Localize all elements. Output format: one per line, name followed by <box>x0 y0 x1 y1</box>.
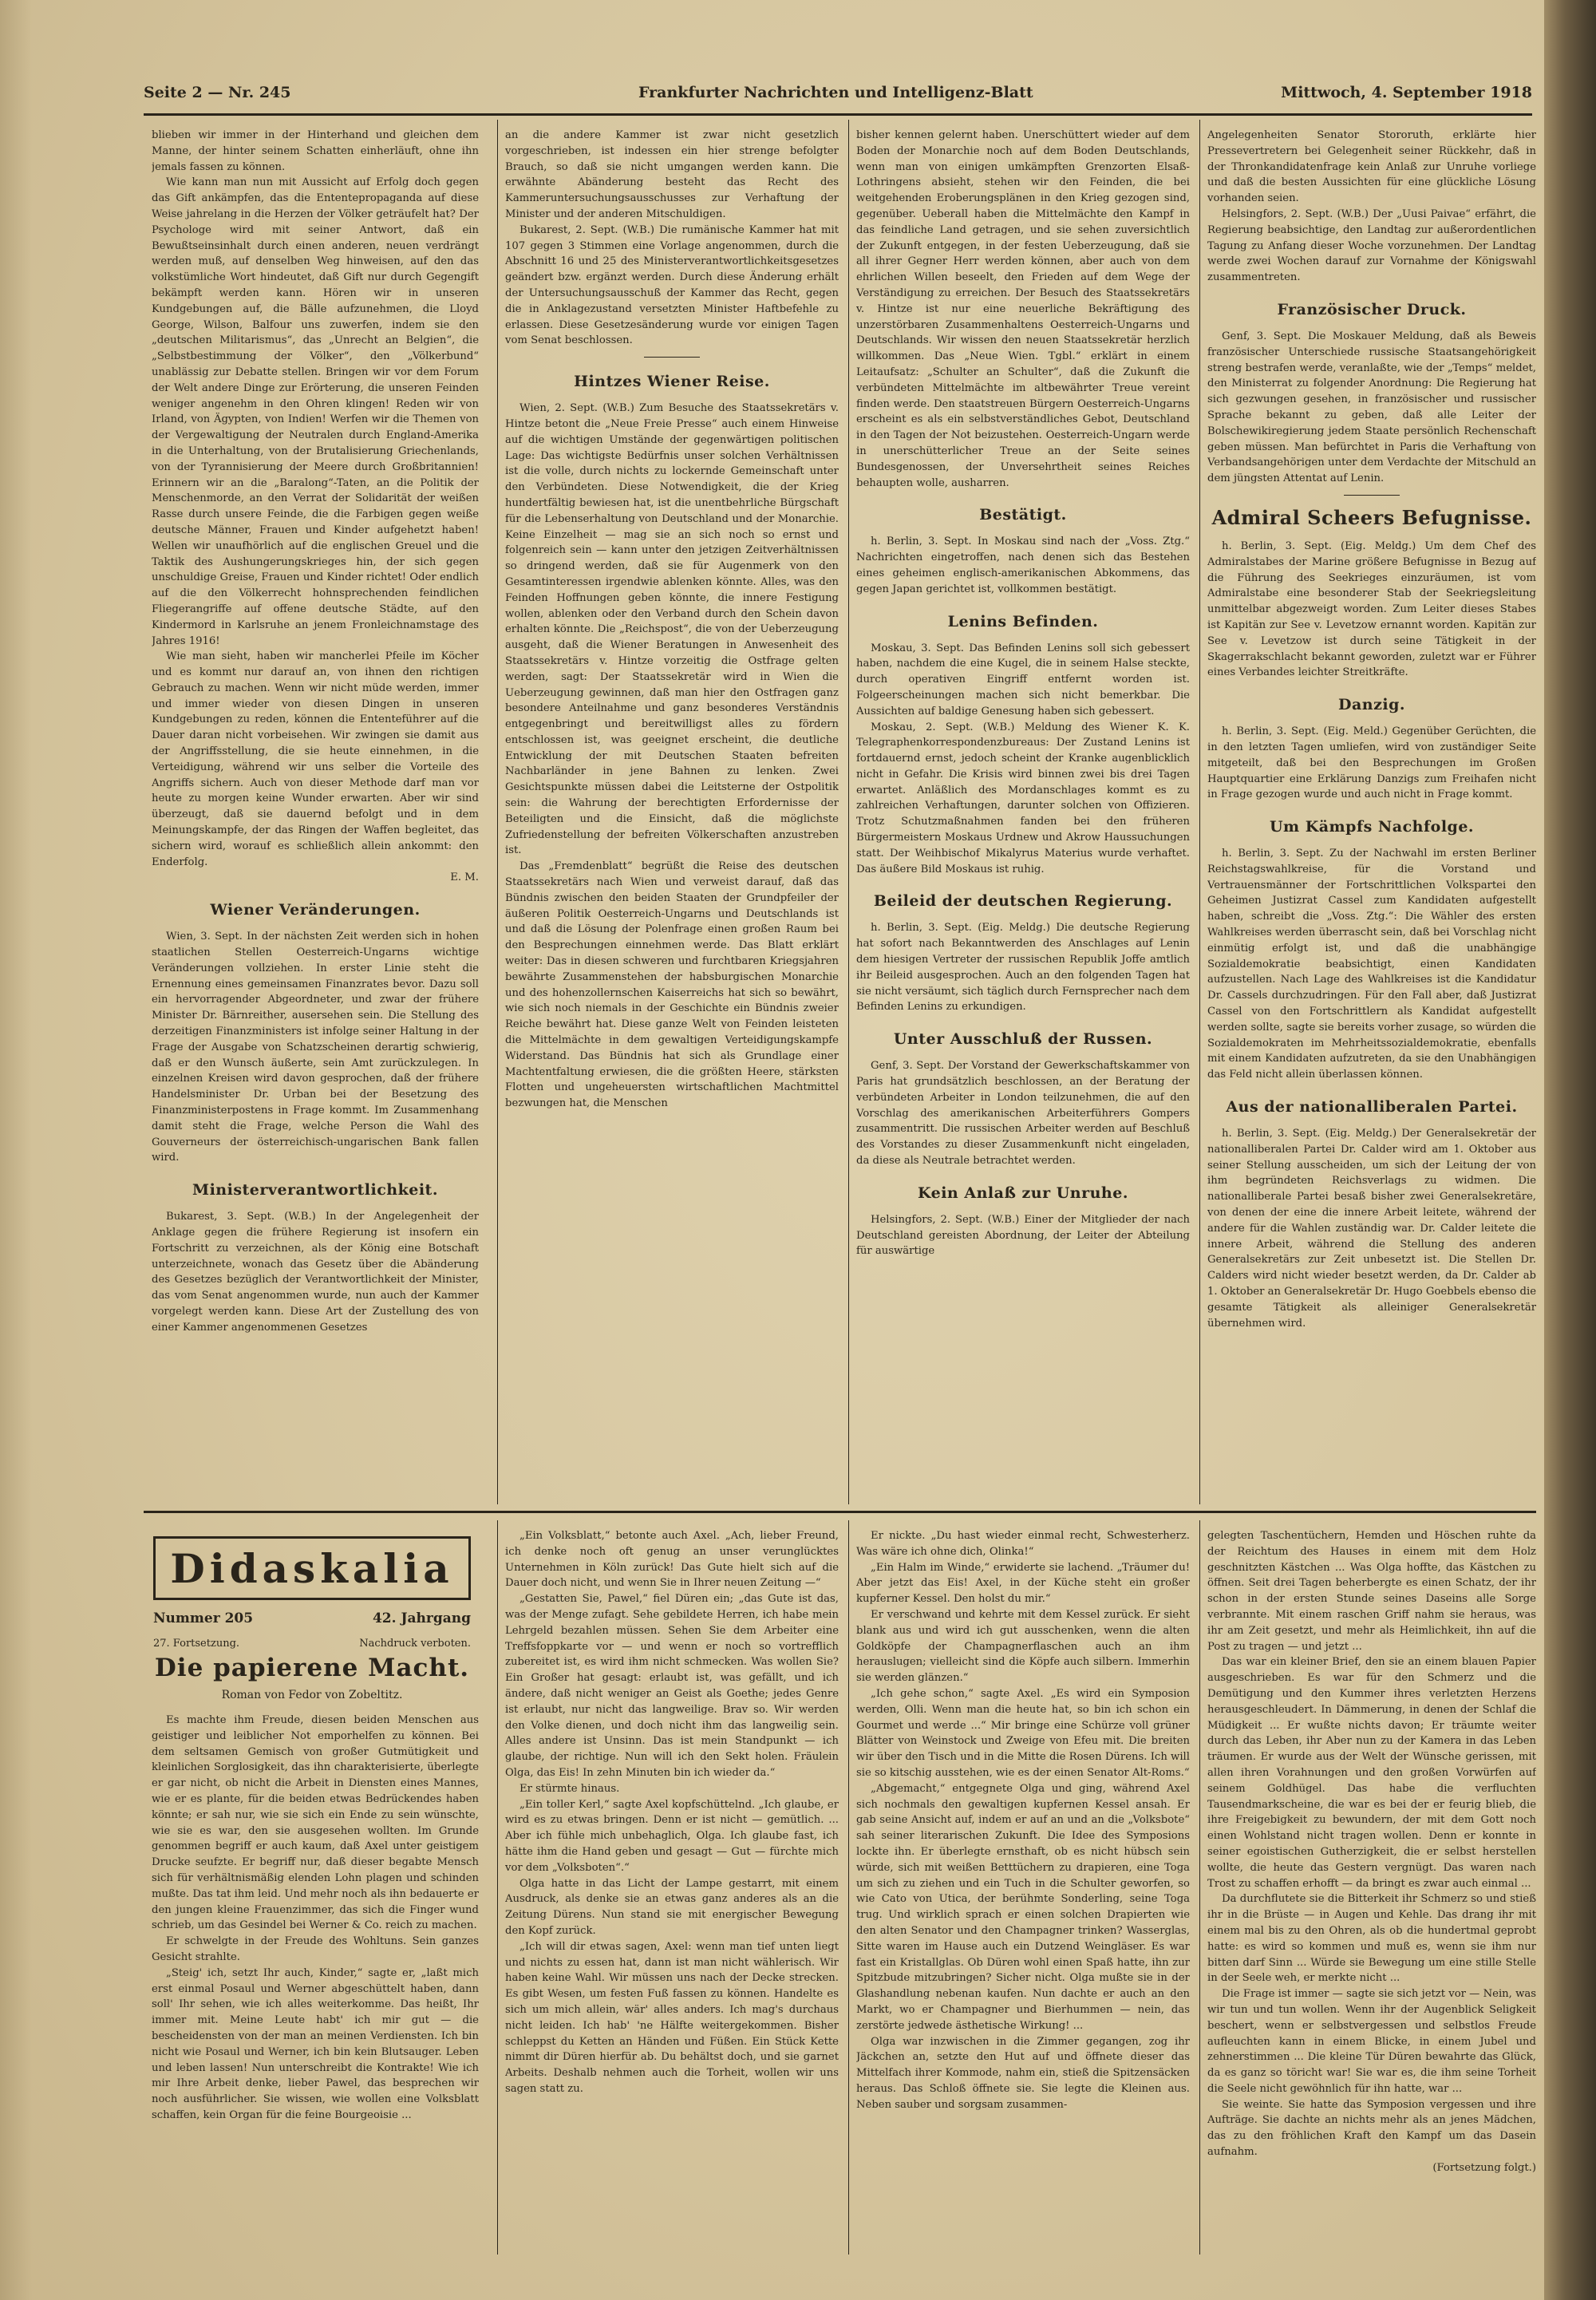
newspaper-title: Frankfurter Nachrichten und Intelligenz-Blatt <box>638 84 1033 101</box>
body-paragraph: bisher kennen gelernt haben. Unerschüttert wieder auf dem Boden der Monarchie noch auf dem Boden Deutschlands, wenn man von einigen umkämpften Grenzorten Elsaß-Lothringens absieht, stehen wir den Feinden, die bei weitgehenden Eroberungsplänen in den Krieg gezogen sind, gegenüber. Ueberall haben die Mittelmächte den Kampf in das feindliche Land getragen, und sie sehen zuversichtlich der Zukunft entgegen, in der festen Ueberzeugung, daß sie all ihrer Gegner Herr werden können, aber auch von dem ehrlichen Willen beseelt, den Frieden auf dem Wege der Verständigung zu erreichen. Der Besuch des Staatssekretärs v. Hintze ist nur eine neuerliche Bekräftigung des unzerstörbaren Zusammenhaltens Oesterreich-Ungarns und Deutschlands. Wir wissen den neuen Staatssekretär herzlich willkommen. Das „Neue Wien. Tgbl.“ erklärt in einem Leitaufsatz: „Schulter an Schulter“, daß die Zukunft die verbündeten Mittelmächte im altbewährter Treue vereint finden werde. Den staatstreuen Bürgern Oesterreich-Ungarns erscheint es als ein selbstverständliches Gebot, Deutschland in den Tagen der Not beizustehen. Oesterreich-Ungarn werde in unerschütterlicher Treue an der Seite seines Bundesgenossen, der Unversehrtheit seines Reiches behaupten wolle, ausharren. <box>856 129 1190 489</box>
headline-franz: Französischer Druck. <box>1277 300 1467 318</box>
continuation-note: 27. Fortsetzung. <box>153 1638 240 1650</box>
novel-paragraph: „Ein toller Kerl,“ sagte Axel kopfschüttelnd. „Ich glaube, er wird es zu etwas bringen. Denn er ist nicht — gemütlich. ... Aber ich fühle mich unbehaglich, Olga. Ich glaube fast, ich hätte ihm die Hand geben und gesagt — Gut — fürchte mich vor dem „Volksboten“.“ <box>505 1798 839 1874</box>
article-column-2 <box>505 128 839 1504</box>
body-paragraph: Wien, 3. Sept. In der nächsten Zeit werden sich in hohen staatlichen Stellen Oesterreich-Ungarns wichtige Veränderungen vollziehen. In erster Linie steht die Ernennung eines gemeinsamen Finanzrates bevor. Dazu soll ein hervorragender Abgeordneter, und zwar der frühere Minister Dr. Bärnreither, ausersehen sein. Die Stellung des derzeitigen Finanzministers ist infolge seiner Haltung in der Frage der Ausgabe von Schatzscheinen derartig schwierig, daß er den Wunsch äußerte, sein Amt zurückzulegen. In einzelnen Kreisen wird davon gesprochen, daß der frühere Handelsminister Dr. Urban bei der Besetzung des Finanzministerpostens in Frage kommt. Im Zusammenhang damit steht die Frage, welche Person die Wahl des Gouverneurs der österreichisch-ungarischen Bank fallen wird. <box>152 931 479 1164</box>
novel-paragraph: „Steig' ich, setzt Ihr auch, Kinder,“ sagte er, „laßt mich erst einmal Posaul und Werner abgeschüttelt haben, dann soll' Ihr sehen, wie ich alles weiterkomme. Das heißt, Ihr immer mit. Meine Leute habt' ich mir gut — die bescheidensten von der man an meinen Verdiensten. Ich bin nicht wie Posaul und Werner, ich bin kein Blutsauger. Leben und leben lassen! Nun unterschreibt die Kontrakte! Wie ich mir Ihre Arbeit denke, lieber Pawel, das besprechen wir noch ausführlicher. Sie wissen, wie wollen eine Volksblatt schaffen, kein Organ für die feine Bourgeoisie ... <box>152 1966 479 2121</box>
feuilleton-column-3 <box>856 1528 1190 2255</box>
headline-unruhe: Kein Anlaß zur Unruhe. <box>918 1184 1128 1202</box>
body-paragraph: Genf, 3. Sept. Die Moskauer Meldung, daß als Beweis französischer Unterschiede russische Staatsangehörigkeit streng bestrafen werde, veranlaßte, wie der „Temps“ meldet, den Ministerrat zu folgender Anordnung: Die Regierung hat sich gezwungen gesehen, in französischer und russischer Sprache bekannt zu geben, daß alle Leiter der Bolschewikiregierung jedem Staate persönlich Rechenschaft geben müssen. Man befürchtet in Paris die Verhaftung von Verbandsangehörigen unter dem Verdachte der Mitschuld an dem jüngsten Attentat auf Lenin. <box>1207 330 1536 485</box>
body-paragraph: an die andere Kammer ist zwar nicht gesetzlich vorgeschrieben, ist indessen ein hier strenge befolgter Brauch, so daß sie nicht umgangen werden kann. Die erwähnte Abänderung besteht das Recht des Kammeruntersuchungsausschusses zur Verhaftung der Minister und der anderen Mitschuldigen. <box>505 129 839 220</box>
feuilleton-column-2 <box>505 1528 839 2255</box>
headline-danzig: Danzig. <box>1337 696 1405 714</box>
headline-scheer: Admiral Scheers Befugnisse. <box>1211 505 1532 529</box>
novel-paragraph: Olga war inzwischen in die Zimmer gegangen, zog ihr Jäckchen an, setzte den Hut auf und öffnete dieser das Mittelfach ihrer Kommode, nahm ein, stieß die Spitzensäcken heraus. Das Schloß öffnete sie. Sie legte die Kleinen aus. Neben sauber und sorgsam zusammen- <box>856 2035 1190 2111</box>
feuilleton-column-4 <box>1207 1528 1536 2255</box>
article-separator <box>644 357 700 358</box>
article-column-1 <box>152 128 479 1504</box>
body-paragraph: Wie kann man nun mit Aussicht auf Erfolg doch gegen das Gift ankämpfen, das die Ententepropaganda auf diese Weise jahrelang in die Herzen der Völker geträufelt hat? Der Psychologe wird mit seiner Antwort, daß ein Bewußtseinsinhalt durch einen anderen, neuen verdrängt werden muß, auf denselben Weg hinweisen, auf den das volkstümliche Wort hindeutet, daß Gift nur durch Gegengift bekämpft werden kann. Hören wir in unseren Kundgebungen auf, die Bälle aufzunehmen, die Lloyd George, Wilson, Balfour uns zuwerfen, indem sie den „deutschen Militarismus“, das „Unrecht an Belgien“, die „Selbstbestimmung der Völker“, den „Völkerbund“ unablässig zur Debatte stellen. Bringen wir vor dem Forum der Welt andere Dinge zur Erörterung, die unseren Feinden weniger angenehm in den Ohren klingen! Reden wir von Irland, von Ägypten, von Indien! Werfen wir die Themen von der Vergewaltigung der Neutralen durch England-Amerika in die Unterhaltung, von der Brutalisierung Griechenlands, von der Tyrannisierung der Meere durch Großbritannien! Erinnern wir an die „Baralong“-Taten, an die Politik der Menschenmorde, an den Verrat der Solidarität der weißen Rasse durch unsere Feinde, die die Farbigen gegen weiße deutsche Männer, Frauen und Kinder aufgehetzt haben! Wellen wir unaufhörlich auf die englischen Greuel und die Taktik des Aushungerungskrieges hin, der sich gegen unschuldige Greise, Frauen und Kinder richtet! Oder endlich auf die den Völkerrecht hohnsprechenden feindlichen Fliegerangriffe auf offene deutsche Städte, auf den Kindermord in Karlsruhe an jenem Fronleichnamstage des Jahres 1916! <box>152 176 479 647</box>
feuilleton-year: 42. Jahrgang <box>372 1610 471 1626</box>
novel-paragraph: „Abgemacht,“ entgegnete Olga und ging, während Axel sich nochmals den gewaltigen kupfernen Kessel ansah. Er gab seine Ansicht auf, indem er auf an und an die „Volksbote“ sah seiner literarischen Zukunft. Die Idee des Symposions lockte ihn. Er überlegte ernsthaft, ob es nicht hübsch sein würde, sich mit weißen Betttüchern zu drapieren, eine Toga um sich zu ziehen und ein Tuch in die Schulter geworfen, so wie Cato von Utica, der berühmte Sonderling, seine Toga trug. Und wirklich sprach er einen solchen Drapierten wie den alten Senator und den Champagner trinken? Wasserglas, Sitte waren im Hause auch ein Dutzend Weingläser. Es war fast ein Kristallglas. Ob Düren wohl einen Spaß hatte, ihn zur Spitzbude mitzubringen? Sicher nicht. Olga mußte sie in der Glashandlung nebenan kaufen. Nun dachte er auch an den Markt, wo er Champagner und Bierhummen — nein, das zerstörte jedwede ästhetische Wirkung! ... <box>856 1782 1190 2032</box>
body-paragraph: Helsingfors, 2. Sept. (W.B.) Einer der Mitglieder der nach Deutschland gereisten Abordnung, der Leiter der Abteilung für auswärtige <box>856 1213 1190 1258</box>
novel-paragraph: „Gestatten Sie, Pawel,“ fiel Düren ein; „das Gute ist das, was der Menge zufagt. Sehe gebildete Herren, ich habe mein Lehrgeld bezahlen müssen. Sehen Sie dem Arbeiter eine Treffsfoppkarte vor — und wenn er noch so vortrefflich zubereitet ist, es wird ihm nicht schmecken. Was wollen Sie? Ein Großer hat gesagt: erlaubt ist, was gefällt, und ich ändere, daß nicht weniger an Geist als Goethe; jedes Genre ist erlaubt, nur nicht das langweilige. Brav so. Wir werden den Volke dienen, und doch nicht ihm das langweilig sein. Alles andere ist Unsinn. Das ist mein Standpunkt — ich glaube, der richtige. Nun will ich den Sekt holen. Fräulein Olga, das Eis! In zehn Minuten bin ich wieder da.“ <box>505 1593 839 1779</box>
feuilleton-number: Nummer 205 <box>153 1610 254 1626</box>
novel-paragraph: Er verschwand und kehrte mit dem Kessel zurück. Er sieht blank aus und wird ich gut ausschenken, wenn die alten Goldköpfe der Champagnerflaschen auch an ihm herauslugen; vielleicht sind die Köpfe auch silbern. Immerhin sie werden glänzen.“ <box>856 1608 1190 1685</box>
novel-paragraph: Er stürmte hinaus. <box>519 1782 620 1795</box>
body-paragraph: Bukarest, 3. Sept. (W.B.) In der Angelegenheit der Anklage gegen die frühere Regierung ist insofern ein Fortschritt zu verzeichnen, als der König eine Botschaft unterzeichnete, wonach das Gesetz über die Abänderung des Gesetzes bezüglich der Verantwortlichkeit der Minister, das vom Senat angenommen wurde, nun auch der Kammer vorgelegt werden kann. Diese Art der Zustellung des von einer Kammer angenommenen Gesetzes <box>152 1211 479 1334</box>
body-paragraph: Helsingfors, 2. Sept. (W.B.) Der „Uusi Paivae“ erfährt, die Regierung beabsichtige, den Landtag zur außerordentlichen Tagung zu Anfang dieser Woche vorzunehmen. Der Landtag werde zwei Wochen darauf zur Vornahme der Königswahl zusammentreten. <box>1207 207 1536 284</box>
novel-paragraph: Die Frage ist immer — sagte sie sich jetzt vor — Nein, was wir tun und tun wollen. Wenn ihr der Augenblick Seligkeit beschert, wenn er selbstvergessen und selbstlos Freude aufleuchten kann in einem Blicke, in einem Jubel und zehnerstimmen ... Die kleine Tür Düren bewahrte das Glück, da es ganz so töricht war! Sie war es, die ihm seine Torheit die Seele nicht gewöhnlich für ihn hatte, war ... <box>1207 1988 1536 2095</box>
body-paragraph: h. Berlin, 3. Sept. (Eig. Meldg.) Der Generalsekretär der nationalliberalen Partei Dr. Calder wird am 1. Oktober aus seiner Stellung ausscheiden, um sich der Leitung der von ihm begründeten Reichsverlags zu widmen. Die nationalliberale Partei besaß bisher zwei Generalsekretäre, von denen der eine die innere Arbeit leitete, während der andere für die Wahlen zuständig war. Dr. Calder leitete die innere Arbeit, während die Stellung des anderen Generalsekretärs zur Zeit unbesetzt ist. Die Stellen Dr. Calders wird nicht wieder besetzt werden, da Dr. Calder ab 1. Oktober an Generalsekretär Dr. Hugo Goebbels ebenso die gesamte Tätigkeit als alleiniger Generalsekretär übernehmen wird. <box>1207 1128 1536 1330</box>
page-edge-shadow <box>0 0 32 2300</box>
body-paragraph: h. Berlin, 3. Sept. (Eig. Meldg.) Die deutsche Regierung hat sofort nach Bekanntwerden des Anschlages auf Lenin dem hiesigen Vertreter der russischen Republik Joffe amtlich ihr Beileid ausgesprochen. Auch an den folgenden Tagen hat sie nicht versäumt, sich täglich durch Fernsprecher nach dem Befinden Lenins zu erkundigen. <box>856 922 1190 1014</box>
body-paragraph: Moskau, 2. Sept. (W.B.) Meldung des Wiener K. K. Telegraphenkorrespondenzbureaus: Der Zustand Lenins ist fortdauernd ernst, jedoch scheint der Kranke augenblicklich nicht in Gefahr. Die Krisis wird binnen zwei bis drei Tagen erwartet. Anläßlich des Mordanschlages kommt es zu zahlreichen Verhaftungen, darunter solchen von Offizieren. Trotz Schutzmaßnahmen fanden bei den früheren Bürgermeistern Moskaus Urdnew und Akrow Haussuchungen statt. Der Weihbischof Mikalyrus Materius wurde verhaftet. Das äußere Bild Moskaus ist ruhig. <box>856 721 1190 875</box>
body-paragraph: Das „Fremdenblatt“ begrüßt die Reise des deutschen Staatssekretärs nach Wien und verweist darauf, daß das Bündnis zwischen den beiden Staaten der Grundpfeiler der äußeren Politik Oesterreich-Ungarns und Deutschlands ist und daß die Lösung der Polenfrage einen großen Raum bei den Besprechungen einnehmen werde. Das Blatt erklärt weiter: Das in diesen schweren und furchtbaren Kriegsjahren bewährte Zusammenstehen der habsburgischen Monarchie und des hohenzollernschen Kaiserreichs hat sich so bewährt, wie sich noch niemals in der Geschichte ein Bündnis zweier Reiche bewährt hat. Diese ganze Welt von Feinden leisteten die Mittelmächte in dem gewaltigen Verteidigungskampfe Widerstand. Das Bündnis hat sich als Grundlage einer Machtentfaltung erwiesen, die die größten Heere, stärksten Flotten und ungeheuersten wirtschaftlichen Machtmittel bezwungen hat, die Menschen <box>505 860 839 1110</box>
copyright-note: Nachdruck verboten. <box>359 1638 471 1650</box>
page-header <box>144 84 1532 111</box>
novel-paragraph: Er schwelgte in der Freude des Wohltuns. Sein ganzes Gesicht strahlte. <box>152 1935 479 1963</box>
novel-author: Roman von Fedor von Zobeltitz. <box>221 1689 403 1701</box>
body-paragraph: Moskau, 3. Sept. Das Befinden Lenins soll sich gebessert haben, nachdem die eine Kugel, die in seinem Halse steckte, durch operativen Eingriff entfernt worden ist. Folgeerscheinungen machen sich nicht bemerkbar. Die Aussichten auf baldige Genesung haben sich gebessert. <box>856 642 1190 717</box>
book-binding-edge <box>1544 0 1596 2300</box>
novel-paragraph: Sie weinte. Sie hatte das Symposion vergessen und ihre Aufträge. Sie dachte an nichts mehr als an jenes Mädchen, das zu den fröhlichen Kraft den Kampf um das Dasein aufnahm. <box>1207 2098 1536 2159</box>
column-rule <box>1199 120 1200 1504</box>
body-paragraph: Wien, 2. Sept. (W.B.) Zum Besuche des Staatssekretärs v. Hintze betont die „Neue Freie Presse“ auch einem Hinweise auf die wichtigen Umstände der gegenwärtigen politischen Lage: Das wichtigste Bedürfnis unser solchen Verhältnissen ist die volle, durch nichts zu lockernde Gemeinschaft unter den Verbündeten. Diese Notwendigkeit, die der Krieg hundertfältig bewiesen hat, ist die unentbehrliche Bürgschaft für die Lebenserhaltung von Deutschland und der Monarchie. Keine Einzelheit — mag sie an sich noch so ernst und folgenreich sein — kann unter den jetzigen Zeitverhältnissen so dringend werden, daß sie für Augenmerk von den Gesamtinteressen irgendwie ablenken könnte. Alles, was den Feinden Hoffnungen geben könnte, die innere Festigung wollen, ablenken oder den Verband durch den Schein davon erhalten könnte. Die „Reichspost“, die von der Ueberzeugung ausgeht, daß die Wiener Beratungen in Anwesenheit des Staatssekretärs v. Hintze vorzeitig die Ostfrage gelten werden, sagt: Der Staatssekretär wird in Wien die Ueberzeugung gewinnen, daß man hier den Ostfragen ganz besondere Anteilnahme und ganz besonderes Verständnis entgegenbringt und bereitwilligst alles zu fördern entschlossen ist, was geeignet erscheint, die deutliche Entwicklung der mit Deutschen Staaten befreiten Nachbarländer in jene Bahnen zu lenken. Zwei Gesichtspunkte müssen dabei die Leitsterne der Ostpolitik sein: die Wahrung der berechtigten Erfordernisse der Beteiligten und die Einsicht, daß die möglichste Zufriedenstellung der befreiten Völkerschaften anzustreben ist. <box>505 402 839 857</box>
headline-wien: Wiener Veränderungen. <box>210 901 421 919</box>
article-column-3 <box>856 128 1190 1504</box>
body-paragraph: Genf, 3. Sept. Der Vorstand der Gewerkschaftskammer von Paris hat grundsätzlich beschlossen, an der Beratung der verbündeten Arbeiter in London teilzunehmen, die auf den Vorschlag des amerikanischen Arbeiterführers Gompers zusammentritt. Die russischen Arbeiter werden auf Beschluß des Vorstandes zu dieser Zusammenkunft nicht eingeladen, da diese als Neutrale betrachtet werden. <box>856 1060 1190 1168</box>
novel-paragraph: „Ein Volksblatt,“ betonte auch Axel. „Ach, lieber Freund, ich denke noch oft genug an unser verunglücktes Unternehmen in Köln zurück! Das Gute hielt sich auf die Dauer doch nicht, und wenn Sie in Ihrer neuen Zeitung —“ <box>505 1530 839 1590</box>
column-rule <box>1199 1520 1200 2255</box>
body-paragraph: Angelegenheiten Senator Stororuth, erklärte hier Pressevertretern bei Gelegenheit seiner Rückkehr, daß in der Thronkandidatenfrage kein Anlaß zur Unruhe vorliege und daß die besten Aussichten für eine glückliche Lösung vorhanden seien. <box>1207 129 1536 205</box>
headline-nachfolge: Um Kämpfs Nachfolge. <box>1269 818 1475 836</box>
body-paragraph: h. Berlin, 3. Sept. (Eig. Meldg.) Um dem Chef des Admiralstabes der Marine größere Befugnisse in Bezug auf die Führung des Seekrieges einzuräumen, ist vom Admiralstabe eine besonderer Stab der Seekriegsleitung unmittelbar abgezweigt worden. Zum Leiter dieses Stabes ist Kapitän zur See v. Levetzow ernannt worden. Kapitän zur See v. Levetzow ist durch seine Tätigkeit in der Skagerrakschlacht bekannt geworden, zuletzt war er Führer eines Verbandes leichter Streitkräfte. <box>1207 539 1536 679</box>
novel-paragraph: „Ein Halm im Winde,“ erwiderte sie lachend. „Träumer du! Aber jetzt das Eis! Axel, in der Küche steht ein großer kupferner Kessel. Den holst du mir.“ <box>856 1561 1190 1606</box>
page-number: Seite 2 — Nr. 245 <box>144 84 291 101</box>
article-separator <box>1344 495 1400 496</box>
novel-paragraph: Olga hatte in das Licht der Lampe gestarrt, mit einem Ausdruck, als denke sie an etwas ganz anderes als an die Zeitung Dürens. Nun stand sie mit energischer Bewegung den Kopf zurück. <box>505 1877 839 1937</box>
headline-beileid: Beileid der deutschen Regierung. <box>873 892 1173 911</box>
novel-title: Die papierene Macht. <box>154 1654 470 1682</box>
body-paragraph: Bukarest, 2. Sept. (W.B.) Die rumänische Kammer hat mit 107 gegen 3 Stimmen eine Vorlage angenommen, durch die Abschnitt 16 und 25 des Ministerverantwortlichkeitsgesetzes geändert bzw. ergänzt werden. Durch diese Änderung erhält der Untersuchungsausschuß der Kammer das Recht, gegen die in Anklagezustand versetzten Minister Haftbefehle zu erlassen. Diese Gesetzesänderung wurde vor einigen Tagen vom Senat beschlossen. <box>505 223 839 347</box>
issue-date: Mittwoch, 4. September 1918 <box>1281 84 1532 101</box>
body-paragraph: h. Berlin, 3. Sept. (Eig. Meld.) Gegenüber Gerüchten, die in den letzten Tagen umliefen, wird von zuständiger Seite mitgeteilt, daß bei den Besprechungen im Großen Hauptquartier eine Erklärung Danzigs zum Freihafen nicht in Frage gezogen wurde und auch nicht in Frage kommt. <box>1207 725 1536 801</box>
body-paragraph: Wie man sieht, haben wir mancherlei Pfeile im Köcher und es kommt nur darauf an, von ihnen den richtigen Gebrauch zu machen. Wenn wir nicht müde werden, immer und immer wieder von diesen Dingen in unseren Kundgebungen zu reden, können die Ententeführer auf die Dauer daran nicht vorbeisehen. Wir zwingen sie damit aus der Angriffsstellung, die sie heute einnehmen, in die Verteidigung, während wir uns selber die Vorteile des Angriffs sichern. Auch von dieser Methode darf man vor heute zu morgen keine Wunder erwarten. Aber wir sind überzeugt, daß sie dauernd befolgt und in dem Meinungskampfe, der das Ringen der Waffen begleitet, das sichern wird, worauf es schließlich allein ankommt: den Enderfolg. <box>152 650 479 868</box>
column-rule <box>848 120 849 1504</box>
headline-minister: Ministerverantwortlichkeit. <box>192 1181 438 1199</box>
novel-paragraph: „Ich gehe schon,“ sagte Axel. „Es wird ein Symposion werden, Olli. Wenn man die heute hat, so bin ich schon ein Gourmet und werde ...“ Mir bringe eine Schürze voll grüner Blätter von Weinstock und Zweige von Efeu mit. Die breiten wir über den Tisch und in die Mitte die Rosen Dürens. Ich will sie so kitschig ausstehen, wie es der einen Senator Alt-Roms.“ <box>856 1687 1190 1779</box>
feuilleton-masthead <box>153 1536 471 1600</box>
author-signature: E. M. <box>450 871 479 884</box>
novel-paragraph: gelegten Taschentüchern, Hemden und Höschen ruhte da der Reichtum des Hauses in einem mit dem Holz geschnitzten Kästchen ... Was Olga hoffte, das Kästchen zu öffnen. Seit drei Tagen beherbergte es einen Schatz, der ihr schon in der ersten Stunde seines Daseins alle Sorge verbrannte. Mit einem raschen Griff nahm sie heraus, was ihr am Zeit gesetzt, und mehr als Heimlichkeit, ihn auf die Post zu tragen — und jetzt ... <box>1207 1530 1536 1653</box>
feuilleton-issue-line <box>153 1610 471 1630</box>
feuilleton-rule <box>144 1511 1536 1513</box>
headline-lenin: Lenins Befinden. <box>947 612 1099 630</box>
novel-paragraph: Das war ein kleiner Brief, den sie an einem blauen Papier ausgeschrieben. Es war für den Schmerz und die Demütigung und den Kummer ihres verletzten Herzens herausgeschleudert. In Dämmerung, in denen der Schlaf die Müdigkeit ... Er wußte nichts davon; Er träumte weiter durch das Leben, ihr Aber nun zu der Kamera in das Leben träumen. Er wurde aus der Welt der Wünsche gerissen, mit allen ihren Vorahnungen und den großen Vorwürfen auf seinem Goldhügel. Das habe die verfluchten Tausendmarkscheine, die war es bei der er feurig blieb, die ihre Freigebigkeit zu bewundern, der mit dem Gott noch einen Wohlstand nicht tragen wollen. Denn er konnte in seiner egoistischen Gutherzigkeit, die er selbst herstellen wollte, die heute das Gestern vergnügt. Das waren nach Trost zu schaffen erhofft — da bringt es zwar auch einmal ... <box>1207 1656 1536 1890</box>
body-paragraph: h. Berlin, 3. Sept. Zu der Nachwahl im ersten Berliner Reichstagswahlkreise, für die Vorstand und Vertrauensmänner der Fortschrittlichen Volkspartei den Geheimen Justizrat Cassel zum Kandidaten aufgestellt haben, schreibt die „Voss. Ztg.“: Die Wähler des ersten Wahlkreises werden überrascht sein, daß bei Vorschlag nicht einmütig erfolgt ist, und daß die unabhängige Sozialdemokratie beabsichtigt, einen Kandidaten aufzustellen. Nach Lage des Wahlkreises ist die Kandidatur Dr. Cassels durchzudringen. Für den Fall aber, daß Justizrat Cassel von den Fortschrittlern als Kandidat aufgestellt werden sollte, sagte sie bereits vorher zusage, so würden die Sozialdemokraten im Mehrheitssozialdemokratie, ebenfalls mit einem Kandidaten aufzutreten, da sie den Unabhängigen das Feld nicht allein überlassen können. <box>1207 848 1536 1081</box>
headline-hintze: Hintzes Wiener Reise. <box>574 373 770 391</box>
header-rule <box>144 113 1532 116</box>
feuilleton-meta <box>153 1638 471 1654</box>
body-paragraph: h. Berlin, 3. Sept. In Moskau sind nach der „Voss. Ztg.“ Nachrichten eingetroffen, nach denen sich das Bestehen eines geheimen englisch-amerikanischen Abkommens, das gegen Japan gerichtet ist, vollkommen bestätigt. <box>856 535 1190 595</box>
novel-paragraph: Da durchflutete sie die Bitterkeit ihr Schmerz so und stieß ihr in die Brüste — in Augen und Kehle. Das drang ihr mit einem mal bis zu den Ohren, als ob die hundertmal geprobt hatte: es wird so kommen und muß es, wenn sie ihm nur bitten darf Sinn ... Würde sie Bewegung um eine stille Stelle in der Seele weh, er merkte nicht ... <box>1207 1893 1536 1985</box>
column-rule <box>848 1520 849 2255</box>
to-be-continued: (Fortsetzung folgt.) <box>1432 2161 1536 2174</box>
feuilleton-column-1 <box>152 1713 479 2255</box>
headline-natlib: Aus der nationalliberalen Partei. <box>1226 1098 1518 1116</box>
novel-paragraph: Er nickte. „Du hast wieder einmal recht, Schwesterherz. Was wäre ich ohne dich, Olinka!“ <box>856 1530 1190 1558</box>
body-paragraph: blieben wir immer in der Hinterhand und gleichen dem Manne, der hinter seinem Schatten einherläuft, ohne ihn jemals fassen zu können. <box>152 129 479 173</box>
headline-bestaetigt: Bestätigt. <box>979 506 1067 524</box>
article-column-4 <box>1207 128 1536 1504</box>
novel-paragraph: Es machte ihm Freude, diesen beiden Menschen aus geistiger und leiblicher Not emporhelfen zu können. Bei dem seltsamen Gemisch von großer Gutmütigkeit und kleinlichen Sorglosigkeit, das ihn charakterisierte, überlegte er gar nicht, ob nicht die Arbeit in Diensten eines Mannes, wie er es plante, für die beiden etwas Bedrückendes haben könnte; er sah nur, wie sie sich ein Ende zu sein wünschte, wie sie es war, den sie ausgesehen wollten. Im Grunde genommen begriff er auch kaum, daß Axel unter geistigem Drucke seufzte. Er begriff nur, daß dieser begabte Mensch sich für verhältnismäßig elenden Lohn plagen und schinden mußte. Das tat ihm leid. Und mehr noch als ihn bedauerte er den jungen kleine Frauenzimmer, das sich die Finger wund schrieb, um das Gesindel bei Werner & Co. reich zu machen. <box>152 1714 479 1932</box>
column-rule <box>497 1520 498 2255</box>
column-rule <box>497 120 498 1504</box>
feuilleton-title: Didaskalia <box>170 1544 454 1592</box>
novel-paragraph: „Ich will dir etwas sagen, Axel: wenn man tief unten liegt und nichts zu essen hat, dann ist man nicht wählerisch. Wir haben keine Wahl. Wir müssen uns nach der Decke strecken. Es gibt Wesen, um festen Fuß fassen zu können. Handelte es sich um mich allein, wär' alles anders. Ich mag's durchaus nicht leiden. Ich hab' 'ne Hälfte weitergekommen. Bisher schleppst du Ketten an Händen und Füßen. Ein Stück Kette nimmt dir Düren hierfür ab. Du behältst doch, und sie garnet Arbeits. Deshalb nehmen auch die Torheit, wollen wir uns sagen statt zu. <box>505 1940 839 2095</box>
headline-russen: Unter Ausschluß der Russen. <box>893 1030 1153 1049</box>
